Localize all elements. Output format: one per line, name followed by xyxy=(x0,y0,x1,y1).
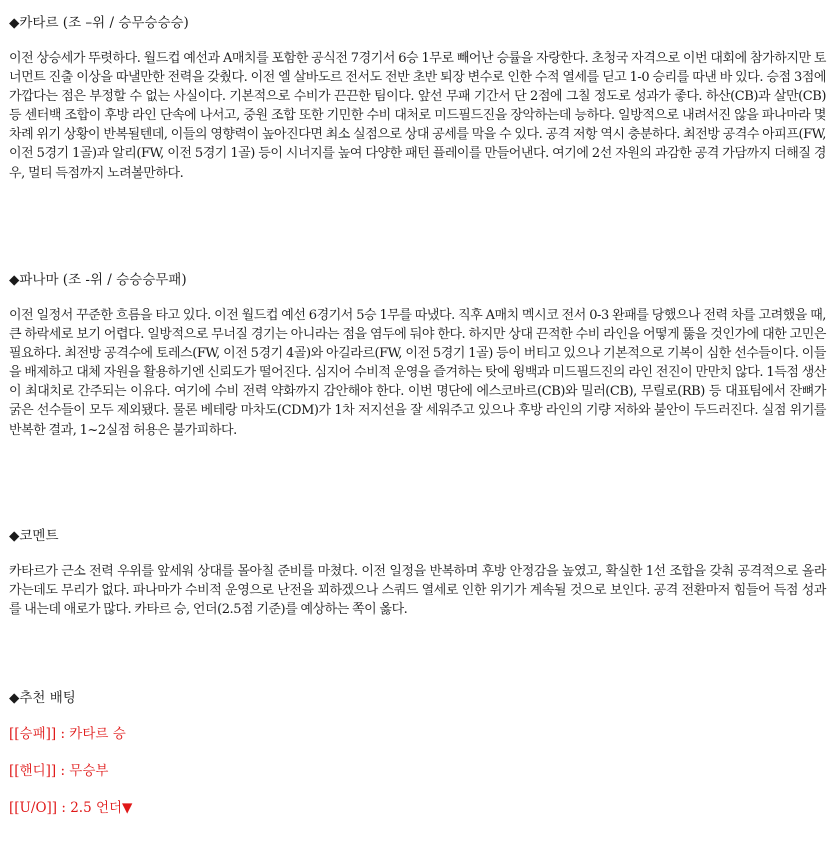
bet-win-loss: [[승패]] : 카타르 승 xyxy=(9,726,126,742)
comment-paragraph: 카타르가 근소 전력 우위를 앞세워 상대를 몰아칠 준비를 마쳤다. 이전 일정을 반복하며 후방 안정감을 높였고, 확실한 1선 조합을 갖춰 공격적으로 올라가는데도 무리가 없다. 파나마가 수비적 운영으로 난전을 꾀하겠으나 스쿼드 열세로 인한 위기가 계속될 것으로 보인다. 공격 전환마저 힘들어 득점 성과를 내는데 애로가 많다. 카타르 승, 언더(2.5점 기준)를 예상하는 쪽이 옳다. xyxy=(9,564,826,618)
bet-handicap: [[핸디]] : 무승부 xyxy=(9,763,109,779)
bet-under-over: [[U/O]] : 2.5 언더▼ xyxy=(9,800,133,816)
panama-analysis-paragraph: 이전 일정서 꾸준한 흐름을 타고 있다. 이전 월드컵 예선 6경기서 5승 1무를 따냈다. 직후 A매치 멕시코 전서 0-3 완패를 당했으나 전력 차를 고려했을 때, 큰 하락세로 보기 어렵다. 일방적으로 무너질 경기는 아니라는 점을 염두에 둬야 한다. 하지만 상대 끈적한 수비 라인을 어떻게 뚫을 것인가에 대한 고민은 필요하다. 최전방 공격수에 토레스(FW, 이전 5경기 4골)와 아길라르(FW, 이전 5경기 1골) 등이 버티고 있으나 기본적으로 기복이 심한 선수들이다. 이들을 배제하고 대체 자원을 활용하기엔 신뢰도가 떨어진다. 심지어 수비적 운영을 즐겨하는 탓에 윙백과 미드필드진의 라인 전진이 만만치 않다. 1득점 생산이 최대치로 간주되는 이유다. 여기에 수비 전력 약화까지 감안해야 한다. 이번 명단에 에스코바르(CB)와 밀러(CB), 무릴로(RB) 등 대표팀에서 잔뼈가 굵은 선수들이 모두 제외됐다. 물론 베테랑 마차도(CDM)가 1차 저지선을 잘 세워주고 있으나 후방 라인의 기량 저하와 불안이 두드러진다. 실점 위기를 반복한 결과, 1~2실점 허용은 불가피하다. xyxy=(9,308,826,438)
panama-heading: ◆파나마 (조 -위 / 승승승무패) xyxy=(9,272,187,288)
comment-heading: ◆코멘트 xyxy=(9,528,59,544)
qatar-analysis-paragraph: 이전 상승세가 뚜렷하다. 월드컵 예선과 A매치를 포함한 공식전 7경기서 6승 1무로 빼어난 승률을 자랑한다. 초청국 자격으로 이번 대회에 참가하지만 토너먼트 진출 이상을 따낼만한 전력을 갖췄다. 이전 엘 살바도르 전서도 전반 초반 퇴장 변수로 인한 수적 열세를 딛고 1-0 승리를 따낸 바 있다. 승점 3점에 가깝다는 점은 부정할 수 없는 사실이다. 기본적으로 수비가 끈끈한 팀이다. 앞선 무패 기간서 단 2점에 그칠 정도로 성과가 좋다. 하산(CB)과 살만(CB) 등 센터백 조합이 후방 라인 단속에 나서고, 중원 조합 또한 기민한 수비 대처로 미드필드진을 장악하는데 능하다. 일방적으로 내려서진 않을 파나마라 몇 차례 위기 상황이 반복될텐데, 이들의 영향력이 높아진다면 최소 실점으로 상대 공세를 막을 수 있다. 공격 저항 역시 충분하다. 최전방 공격수 아피프(FW, 이전 5경기 1골)과 알리(FW, 이전 5경기 1골) 등이 시너지를 높여 다양한 패턴 플레이를 만들어낸다. 여기에 2선 자원의 과감한 공격 가담까지 더해질 경우, 멀티 득점까지 노려볼만하다. xyxy=(9,51,826,181)
qatar-heading: ◆카타르 (조 –위 / 승무승승승) xyxy=(9,15,189,31)
recommend-heading: ◆추천 배팅 xyxy=(9,690,76,706)
